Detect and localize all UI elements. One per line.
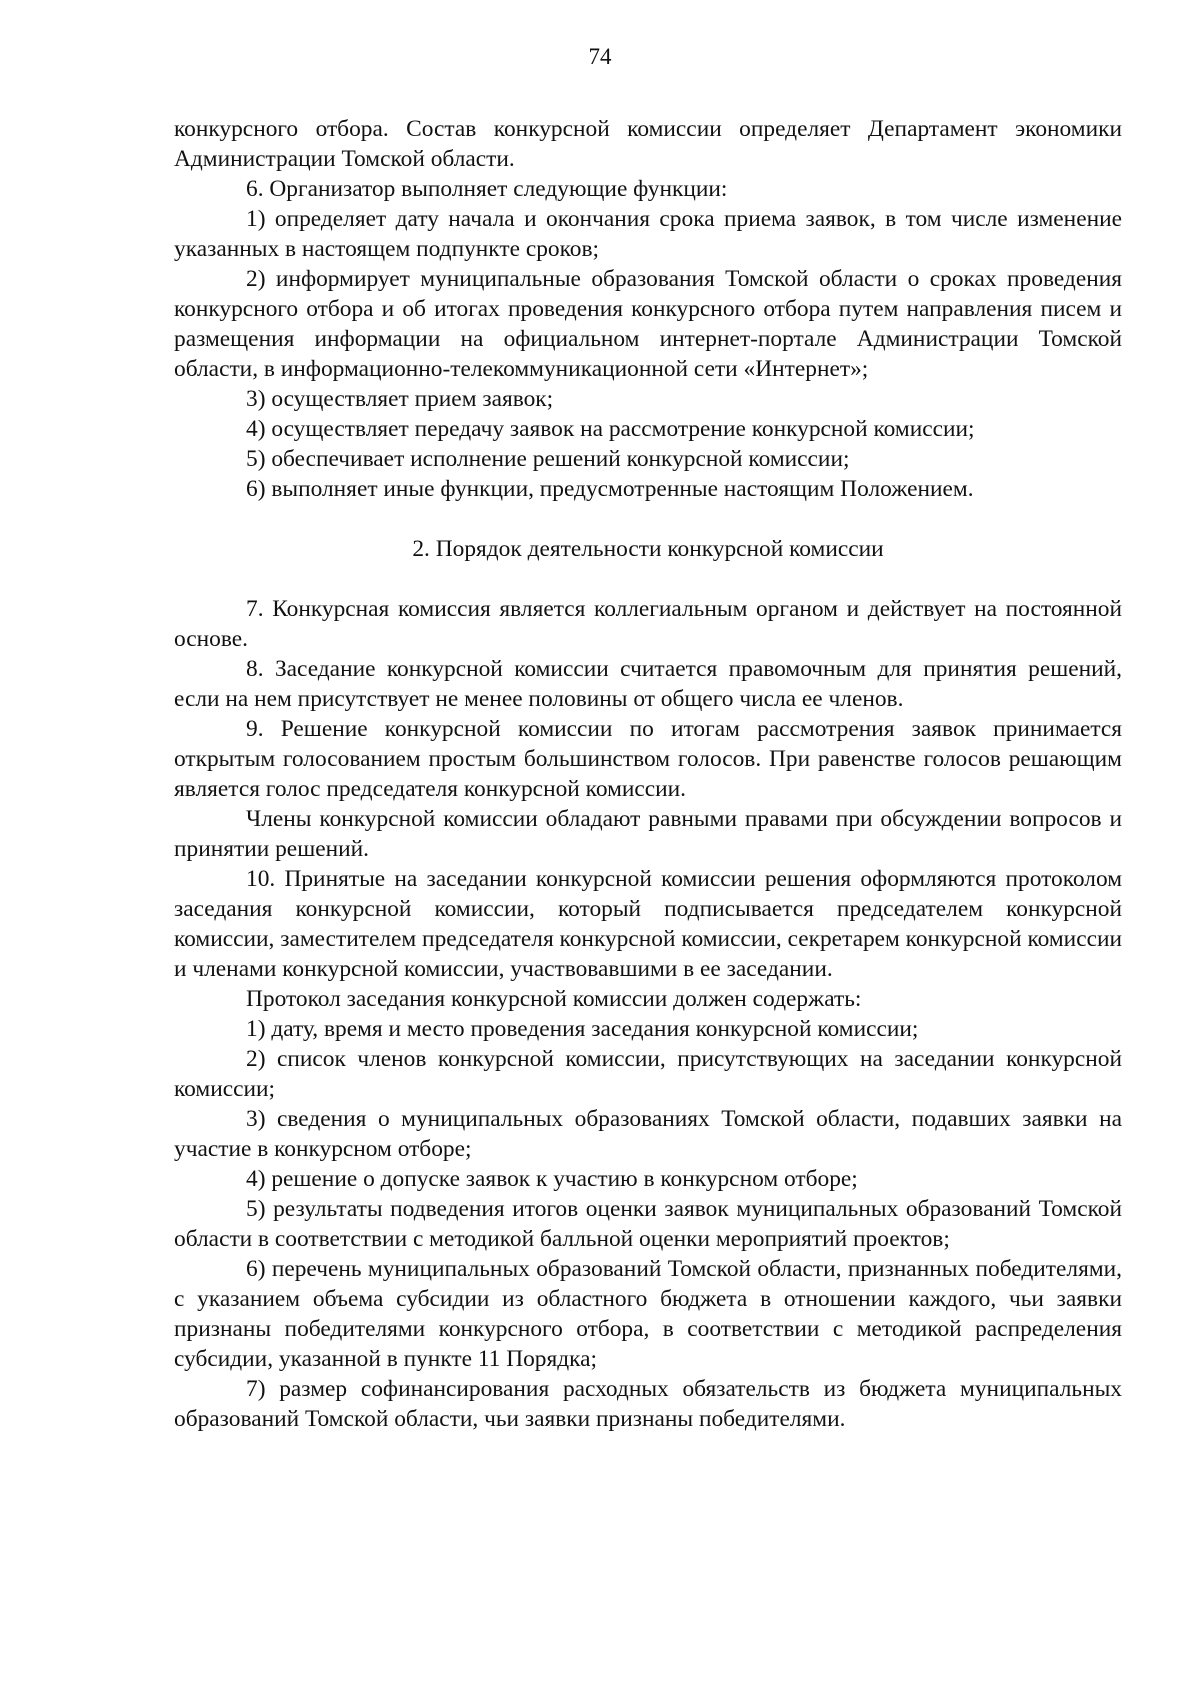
paragraph: 7) размер софинансирования расходных обязательств из бюджета муниципальных образований Томской области, чьи заявки признаны победителями. <box>174 1376 1122 1432</box>
paragraph: 6) выполняет иные функции, предусмотренные настоящим Положением. <box>246 476 974 502</box>
page-number: 74 <box>588 44 612 69</box>
paragraph: 3) осуществляет прием заявок; <box>246 386 554 412</box>
paragraph: 1) дату, время и место проведения заседания конкурсной комиссии; <box>246 1016 919 1042</box>
paragraph: 8. Заседание конкурсной комиссии считается правомочным для принятия решений, если на нем присутствует не менее половины от общего числа ее членов. <box>174 656 1122 712</box>
paragraph: 2) информирует муниципальные образования Томской области о сроках проведения конкурсного отбора и об итогах проведения конкурсного отбора путем направления писем и размещения информации на официальном интернет-портале Администрации Томской области, в информационно-телекоммуникационной сети «Интернет»; <box>174 266 1122 382</box>
paragraph: конкурсного отбора. Состав конкурсной комиссии определяет Департамент экономики Администрации Томской области. <box>174 116 1122 172</box>
paragraph: 7. Конкурсная комиссия является коллегиальным органом и действует на постоянной основе. <box>174 596 1122 652</box>
paragraph: 6) перечень муниципальных образований Томской области, признанных победителями, с указанием объема субсидии из областного бюджета в отношении каждого, чьи заявки признаны победителями конкурсного отбора, в соответствии с методикой распределения субсидии, указанной в пункте 11 Порядка; <box>174 1256 1122 1372</box>
paragraph: 3) сведения о муниципальных образованиях Томской области, подавших заявки на участие в конкурсном отборе; <box>174 1106 1122 1162</box>
paragraph: 5) результаты подведения итогов оценки заявок муниципальных образований Томской области в соответствии с методикой балльной оценки мероприятий проектов; <box>174 1196 1122 1252</box>
paragraph: 5) обеспечивает исполнение решений конкурсной комиссии; <box>246 446 850 472</box>
section-heading: 2. Порядок деятельности конкурсной комиссии <box>412 536 884 562</box>
paragraph: Протокол заседания конкурсной комиссии должен содержать: <box>246 986 862 1012</box>
document-body <box>174 114 1122 1434</box>
paragraphs-after-heading <box>174 594 1122 1434</box>
paragraph: 6. Организатор выполняет следующие функции: <box>246 176 728 202</box>
paragraph: 4) решение о допуске заявок к участию в конкурсном отборе; <box>246 1166 858 1192</box>
paragraph: 2) список членов конкурсной комиссии, присутствующих на заседании конкурсной комиссии; <box>174 1046 1122 1102</box>
paragraph: Члены конкурсной комиссии обладают равными правами при обсуждении вопросов и принятии решений. <box>174 806 1122 862</box>
paragraph: 4) осуществляет передачу заявок на рассмотрение конкурсной комиссии; <box>246 416 975 442</box>
paragraph: 10. Принятые на заседании конкурсной комиссии решения оформляются протоколом заседания конкурсной комиссии, который подписывается председателем конкурсной комиссии, заместителем председателя конкурсной комиссии, секретарем конкурсной комиссии и членами конкурсной комиссии, участвовавшими в ее заседании. <box>174 866 1122 982</box>
paragraph: 1) определяет дату начала и окончания срока приема заявок, в том числе изменение указанных в настоящем подпункте сроков; <box>174 206 1122 262</box>
paragraphs-before-heading <box>174 114 1122 504</box>
paragraph: 9. Решение конкурсной комиссии по итогам рассмотрения заявок принимается открытым голосованием простым большинством голосов. При равенстве голосов решающим является голос председателя конкурсной комиссии. <box>174 716 1122 802</box>
